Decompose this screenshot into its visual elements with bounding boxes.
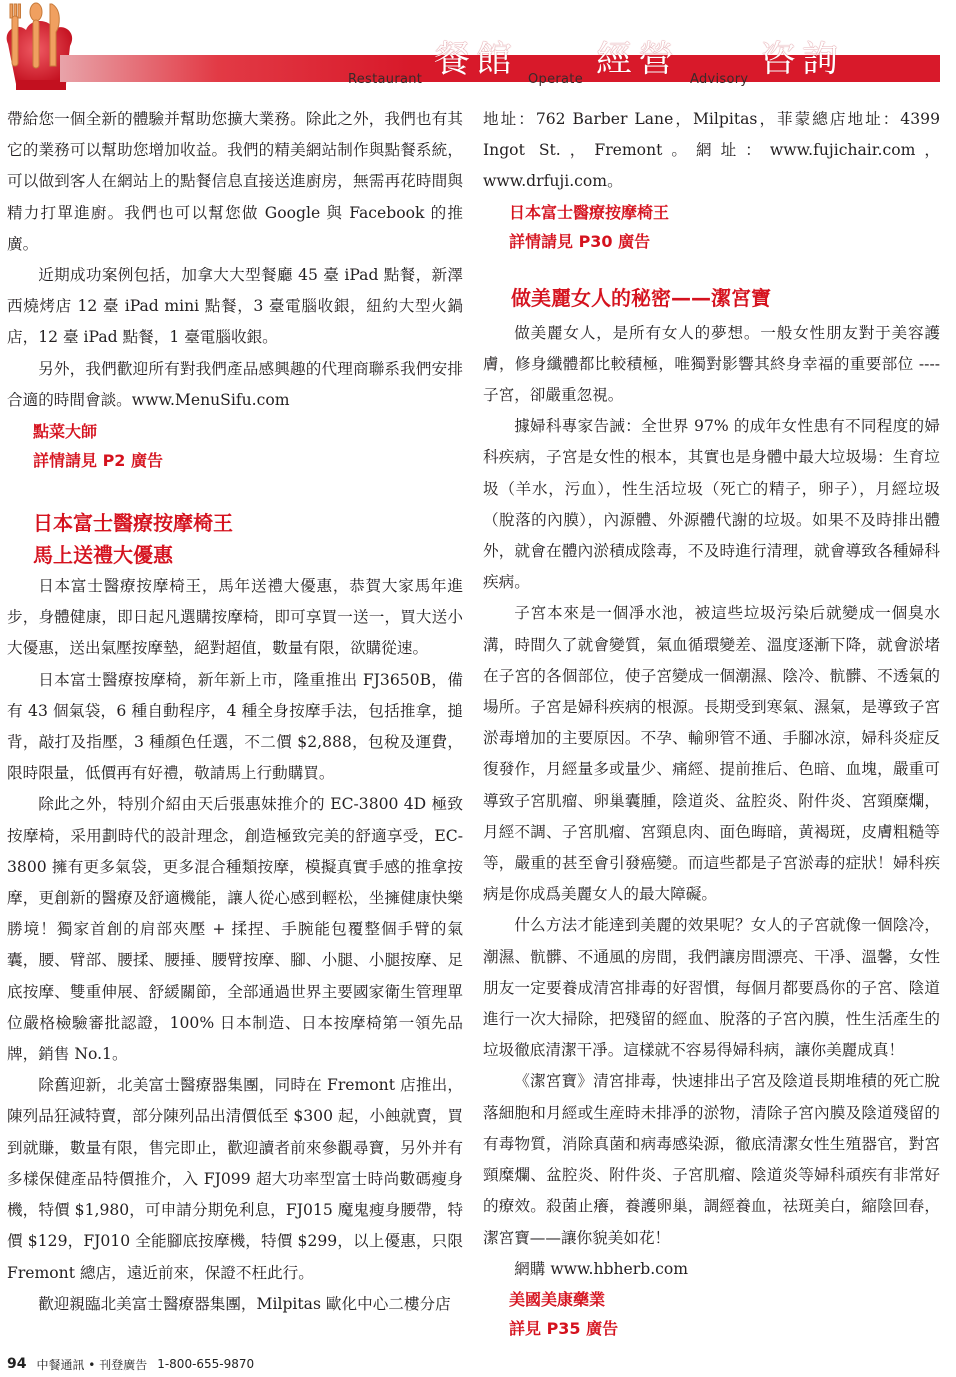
advertiser-name: 日本富士醫療按摩椅王	[509, 202, 670, 222]
paragraph: 帶給您一個全新的體驗并幫助您擴大業務。除此之外，我們也有其它的業務可以幫助您增加收益。我們的精美網站制作與點餐系統，可以做到客人在網站上的點餐信息直接送進廚房，無需再花時間與精力打單進廚。我們也可以幫您做 Google 與 Facebook 的推廣。	[7, 110, 463, 253]
paragraph: 除舊迎新，北美富士醫療器集團，同時在 Fremont 店推出，陳列品狂減特賣，部分陳列品出清價低至 $300 起，小蝕就賣，買到就賺，數量有限，售完即止，歡迎讀者前來參觀尋寶，另外并有多樣保健產品特價推介，入 FJ099 超大功率型富士時尚數碼瘦身機，特價 $1,980，可申請分期免利息，FJ015 魔鬼瘦身腰帶，特價 $129，FJ010 全能腳底按摩機，特價 $299，以上優惠，只限 Fremont 總店，遠近前來，保證不枉此行。	[7, 1076, 463, 1282]
paragraph: 做美麗女人，是所有女人的夢想。一般女性朋友對于美容護膚，修身纖體都比較積極，唯獨對影響其終身幸福的重要部位 ---- 子宮，卻嚴重忽視。	[483, 323, 940, 405]
advertiser-name: 美國美康藥業	[509, 1289, 606, 1309]
header-en-operate: Operate	[528, 72, 583, 87]
header-en-advisory: Advisory	[690, 72, 749, 87]
paragraph: 另外，我們歡迎所有對我們產品感興趣的代理商聯系我們安排合適的時間會談。www.MenuSifu.com	[7, 359, 463, 409]
advertiser-name: 點菜大師	[33, 422, 98, 442]
ad-reference: 詳見 P35 廣告	[509, 1318, 619, 1338]
paragraph: 除此之外，特別介紹由天后張惠妹推介的 EC-3800 4D 極致按摩椅，采用劃時代的設計理念，創造極致完美的舒適享受，EC-3800 擁有更多氣袋，更多混合種類按摩，模擬真實手感的推拿按摩，更創新的醫療及舒適機能，讓人從心感到輕松，坐擁健康快樂勝境！獨家首創的肩部夾壓 + 揉捏、手腕能包覆整個手臂的氣囊，腰、臂部、腰揉、腰捶、腰臂按摩、腳、小腿、小腿按摩、足底按摩、雙重伸展、舒緩關節，全部通過世界主要國家衛生管理單位嚴格檢驗審批認證，100% 日本制造、日本按摩椅第一領先品牌，銷售 No.1。	[7, 795, 463, 1064]
paragraph: 近期成功案例包括，加拿大大型餐廳 45 臺 iPad 點餐，新澤西燒烤店 12 臺 iPad mini 點餐，3 臺電腦收銀，紐約大型火鍋店，12 臺 iPad 點餐，1 臺電腦收銀。	[7, 266, 463, 347]
article-title: 做美麗女人的秘密——潔宮寶	[511, 285, 771, 310]
left-column	[7, 104, 463, 1320]
ad-reference: 詳情請見 P30 廣告	[509, 231, 651, 251]
page-number: 94	[7, 1356, 27, 1372]
header-cn-advisory: 咨詢	[760, 39, 845, 80]
paragraph: 日本富士醫療按摩椅王，馬年送禮大優惠，恭賀大家馬年進步，身體健康，即日起凡選購按摩椅，即可享買一送一，買大送小大優惠，送出氣壓按摩墊，絕對超值，數量有限，欲購從速。	[7, 577, 463, 658]
paragraph: 歡迎親臨北美富士醫療器集團，Milpitas 歐化中心二樓分店	[38, 1294, 451, 1313]
paragraph: 子宮本來是一個凈水池，被這些垃圾污染后就變成一個臭水溝，時間久了就會變質，氣血循環變差、溫度逐漸下降，就會淤堵在子宮的各個部位，使子宮變成一個潮濕、陰冷、骯髒、不透氣的場所。子宮是婦科疾病的根源。長期受到寒氣、濕氣，是導致子宮淤毒增加的主要原因。不孕、輸卵管不通、手腳冰涼，婦科炎症反復發作，月經量多或量少、痛經、提前推后、色暗、血塊，嚴重可導致子宮肌瘤、卵巢囊腫，陰道炎、盆腔炎、附件炎、宮頸糜爛，月經不調、子宮肌瘤、宮頸息肉、面色晦暗，黄褐斑，皮膚粗糙等等，嚴重的甚至會引發癌變。而這些都是子宮淤毒的症狀！婦科疾病是你成爲美麗女人的最大障礙。	[483, 604, 940, 904]
paragraph: 日本富士醫療按摩椅，新年新上市，隆重推出 FJ3650B，備有 43 個氣袋，6 種自動程序，4 種全身按摩手法，包括推拿，搥背，敲打及指壓，3 種顏色任選，不二價 $2,888，包稅及運費，限時限量，低價再有好禮，敬請馬上行動購買。	[7, 670, 463, 783]
website-line: 網購 www.hbherb.com	[514, 1259, 689, 1278]
ad-reference: 詳情請見 P2 廣告	[33, 451, 164, 471]
article-title: 日本富士醫療按摩椅王	[33, 511, 233, 536]
publication-name: 中餐通訊 • 刊登廣告	[36, 1357, 148, 1372]
header-cn-operate: 經營	[596, 39, 681, 80]
paragraph: 地址：762 Barber Lane，Milpitas，菲蒙總店地址：4399 Ingot St.，Fremont。網址：www.fujichair.com，www.drfuji.com。	[483, 110, 940, 191]
header-cn-restaurant: 餐館	[434, 39, 519, 80]
paragraph: 《潔宮寶》清宮排毒，快速排出子宮及陰道長期堆積的死亡脫落細胞和月經或生産時未排凈的淤物，清除子宮內膜及陰道殘留的有毒物質，消除真菌和病毒感染源，徹底清潔女性生殖器官，對宮頸糜爛、盆腔炎、附件炎、子宮肌瘤、陰道炎等婦科頑疾有非常好的療效。殺菌止癢，養護卵巢，調經養血，祛斑美白，縮陰回春，潔宮寶——讓你貌美如花！	[483, 1072, 940, 1247]
paragraph: 據婦科專家告誡：全世界 97% 的成年女性患有不同程度的婦科疾病，子宮是女性的根本，其實也是身體中最大垃圾場：生育垃圾（羊水，污血），性生活垃圾（死亡的精子，卵子），月經垃圾（脫落的內膜），內源體、外源體代謝的垃圾。如果不及時排出體外，就會在體內淤積成陰毒，不及時進行清理，就會導致各種婦科疾病。	[483, 417, 940, 592]
phone-number: 1-800-655-9870	[157, 1357, 255, 1371]
right-column	[483, 104, 940, 1343]
page-footer	[7, 1355, 254, 1373]
header-en-restaurant: Restaurant	[348, 72, 423, 87]
article-subtitle: 馬上送禮大優惠	[33, 543, 173, 568]
page-header	[0, 0, 956, 96]
paragraph: 什么方法才能達到美麗的效果呢？女人的子宮就像一個陰冷，潮濕、骯髒、不通風的房間，我們讓房間漂亮、干凈、溫馨，女性朋友一定要養成清宮排毒的好習慣，每個月都要爲你的子宮、陰道進行一次大掃除，把殘留的經血、脫落的子宮內膜，性生活產生的垃圾徹底清潔干凈。這樣就不容易得婦科病，讓你美麗成真！	[483, 916, 940, 1060]
